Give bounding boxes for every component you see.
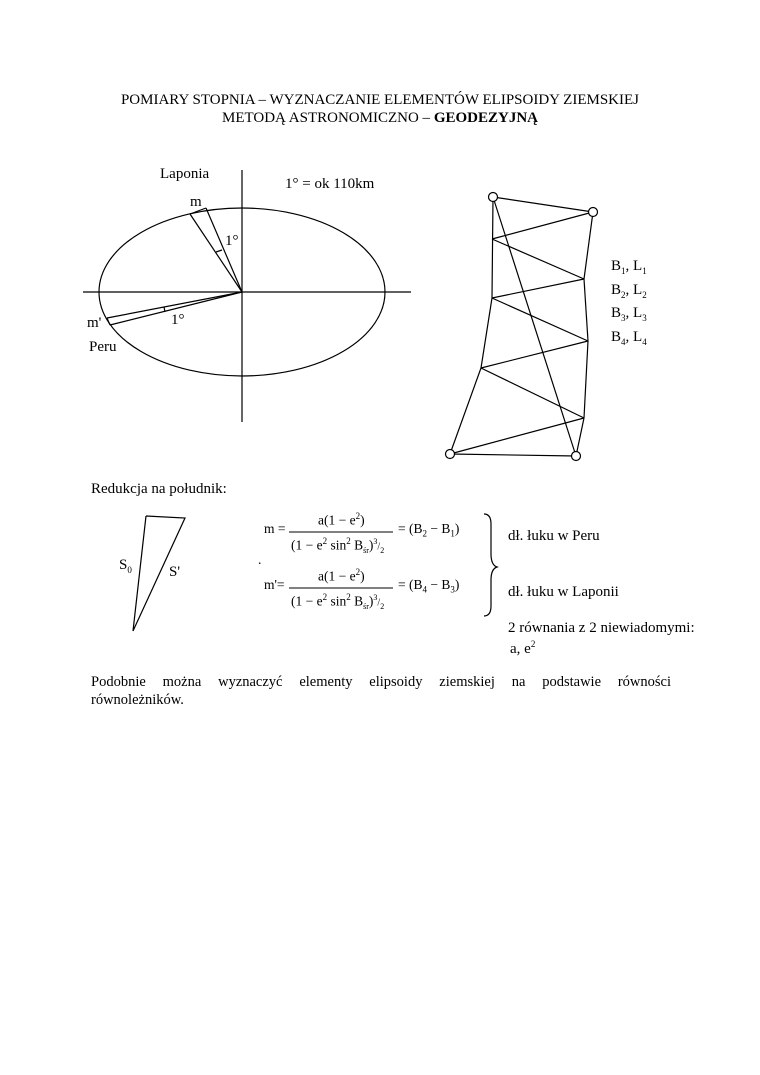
label-m-prime: m'	[87, 315, 102, 331]
formula1-denominator: ($1 - e^2$ $\sin^2 B_{śr})^3/_2$	[291, 536, 385, 556]
note-laponia: dł. łuku w Laponii	[508, 584, 619, 600]
title-line-2-b: GEODEZYJNĄ	[433, 110, 538, 126]
station-top-right	[589, 208, 598, 217]
label-b4-l4: $B_4$, $L_4$	[611, 329, 647, 347]
formula2-denominator: ($1 - e^2$ $\sin^2 B_{śr})^3/_2$	[291, 592, 385, 612]
label-m: m	[190, 194, 202, 210]
triangulation-chain	[450, 197, 593, 456]
label-scale: 1° = ok 110km	[285, 176, 375, 192]
equations-note: 2 równania z 2 niewiadomymi:	[508, 620, 695, 636]
label-s0: $S_0$	[119, 557, 132, 575]
label-peru: Peru	[89, 339, 117, 355]
formula1-rhs: = $(B_2 - B_1)$	[398, 521, 460, 539]
paragraph-line-2: równoleżników.	[91, 692, 184, 708]
angle-tick-top	[216, 250, 222, 252]
label-b3-l3: $B_3$, $L_3$	[611, 305, 647, 323]
formula2-rhs: = $(B_4 - B_3)$	[398, 577, 460, 595]
formula1-numerator: $a(1 - e^2)$	[318, 511, 365, 528]
title-line-2-a: METODĄ ASTRONOMICZNO –	[221, 110, 434, 126]
note-peru: dł. łuku w Peru	[508, 528, 600, 544]
label-angle-top: 1°	[225, 233, 239, 249]
formula1-lhs: m =	[264, 521, 286, 536]
formula2-lhs: m'=	[264, 577, 285, 592]
reduction-heading: Redukcja na południk:	[91, 481, 227, 497]
title-line-1: POMIARY STOPNIA – WYZNACZANIE ELEMENTÓW ELIPSOIDY ZIEMSKIEJ	[120, 92, 640, 108]
ray-m-right	[206, 208, 242, 292]
label-angle-bottom: 1°	[171, 312, 185, 328]
label-s-prime: S'	[169, 564, 181, 580]
paragraph-line-1: Podobnie można wyznaczyć elementy elipsoidy ziemskiej na podstawie równości	[91, 674, 671, 690]
formula2-numerator: $a(1 - e^2)$	[318, 567, 365, 584]
station-bottom-left	[446, 450, 455, 459]
unknowns: a, $e^2$	[510, 639, 536, 657]
station-top-left	[489, 193, 498, 202]
label-b2-l2: $B_2$, $L_2$	[611, 282, 647, 300]
station-bottom-right	[572, 452, 581, 461]
label-b1-l1: $B_1$, $L_1$	[611, 258, 647, 276]
formula-dot: .	[258, 552, 262, 567]
ray-m-left	[190, 214, 242, 292]
curly-brace	[484, 514, 497, 616]
label-laponia: Laponia	[160, 166, 210, 182]
